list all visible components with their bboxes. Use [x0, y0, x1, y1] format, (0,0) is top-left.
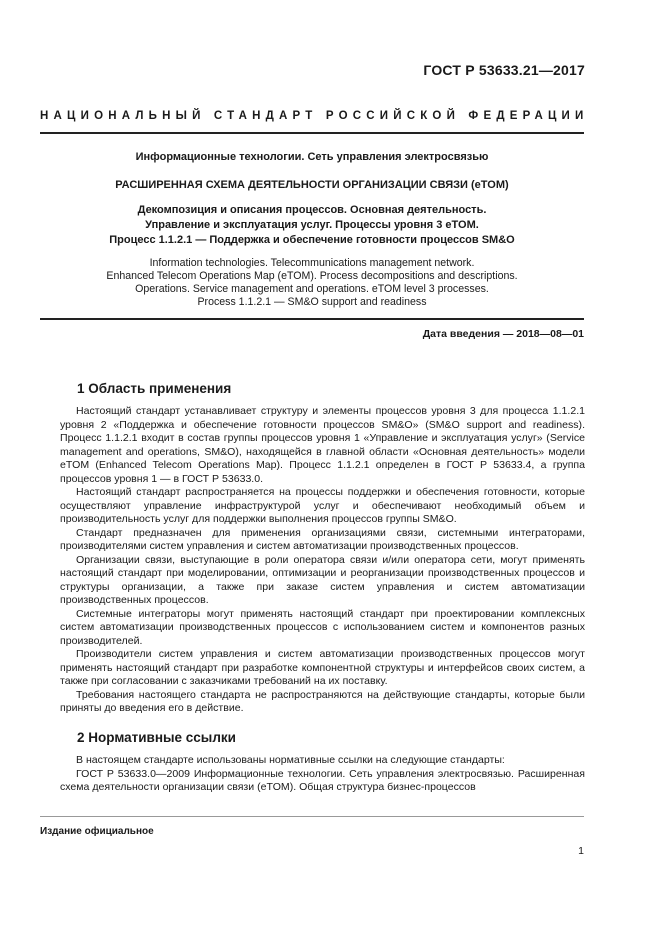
introduction-date: Дата введения — 2018—08—01 — [422, 328, 584, 340]
paragraph: Стандарт предназначен для применения организациями связи, системными интеграторами, производителями систем управления и систем автоматизации производственных процессов. — [60, 526, 585, 552]
title-ru-line4: Управление и эксплуатация услуг. Процессы уровня 3 eTOM. — [145, 219, 479, 231]
section-1-heading: 1 Область применения — [77, 381, 232, 396]
title-rule — [40, 318, 584, 320]
paragraph: Производители систем управления и систем автоматизации производственных процессов могут применять настоящий стандарт при разработке компонентной структуры и интерфейсов своих систем, а также при согласовании с заказчиками требований на их поставку. — [60, 648, 585, 687]
national-standard-banner: НАЦИОНАЛЬНЫЙ СТАНДАРТ РОССИЙСКОЙ ФЕДЕРАЦИИ — [40, 110, 589, 122]
section-2-heading: 2 Нормативные ссылки — [77, 730, 236, 745]
paragraph: В настоящем стандарте использованы нормативные ссылки на следующие стандарты: — [76, 754, 505, 766]
paragraph: Требования настоящего стандарта не распространяются на действующие стандарты, которые были приняты до введения его в действие. — [60, 688, 585, 714]
paragraph: Системные интеграторы могут применять настоящий стандарт при проектировании комплексных систем автоматизации производственных процессов с использованием систем и компонентов разных производителей. — [60, 607, 585, 647]
section-1-body — [60, 405, 585, 716]
title-en-line2: Enhanced Telecom Operations Map (eTOM). Process decompositions and descriptions. — [106, 270, 518, 282]
paragraph: Настоящий стандарт устанавливает структуру и элементы процессов уровня 3 для процесса 1.1.2.1 уровня 2 «Поддержка и обеспечение готовности процессов SM&O» (SM&O support and readiness). Процесс 1.1.2.1 входит в состав группы процессов уровня 1 «Управление и эксплуатация услуг» (Service management and operations, SM&O), находящейся в главной области «Основная деятельность» модели eTOM (Enhanced Telecom Operations Map). Процесс 1.1.2.1 определен в ГОСТ Р 53633.4, а группа процессов уровня 1 — в ГОСТ Р 53633.0. — [60, 405, 585, 485]
paragraph: ГОСТ Р 53633.0—2009 Информационные технологии. Сеть управления электросвязью. Расширенная схема деятельности организации связи (eTOM). Общая структура бизнес-процессов — [60, 767, 585, 793]
paragraph: Организации связи, выступающие в роли оператора связи и/или оператора сети, могут применять настоящий стандарт при моделировании, оптимизации и реорганизации производственных процессов и структуры организации, а также при заказе систем управления и систем автоматизации производственных процессов. — [60, 553, 585, 606]
title-ru-line3: Декомпозиция и описания процессов. Основная деятельность. — [137, 204, 487, 216]
title-ru-line2: РАСШИРЕННАЯ СХЕМА ДЕЯТЕЛЬНОСТИ ОРГАНИЗАЦИИ СВЯЗИ (eTOM) — [115, 179, 509, 191]
header-rule — [40, 132, 584, 134]
title-en-line3: Operations. Service management and operations. eTOM level 3 processes. — [135, 283, 489, 295]
section-2-body — [60, 754, 585, 795]
paragraph: Настоящий стандарт распространяется на процессы поддержки и обеспечения готовности, которые осуществляют управление инфраструктурой услуг и обеспечивают необходимый объем и производительность услуг для поддержки выполнения процессов группы SM&O. — [60, 486, 585, 525]
page-number: 1 — [578, 845, 584, 857]
official-edition-label: Издание официальное — [40, 826, 154, 837]
title-ru-line1: Информационные технологии. Сеть управления электросвязью — [135, 151, 489, 163]
footer-rule — [40, 816, 584, 817]
title-en-line1: Information technologies. Telecommunications management network. — [149, 257, 475, 269]
document-id: ГОСТ Р 53633.21—2017 — [423, 62, 585, 78]
title-ru-line5: Процесс 1.1.2.1 — Поддержка и обеспечение готовности процессов SM&O — [109, 234, 515, 246]
title-en-line4: Process 1.1.2.1 — SM&O support and readiness — [197, 296, 427, 308]
